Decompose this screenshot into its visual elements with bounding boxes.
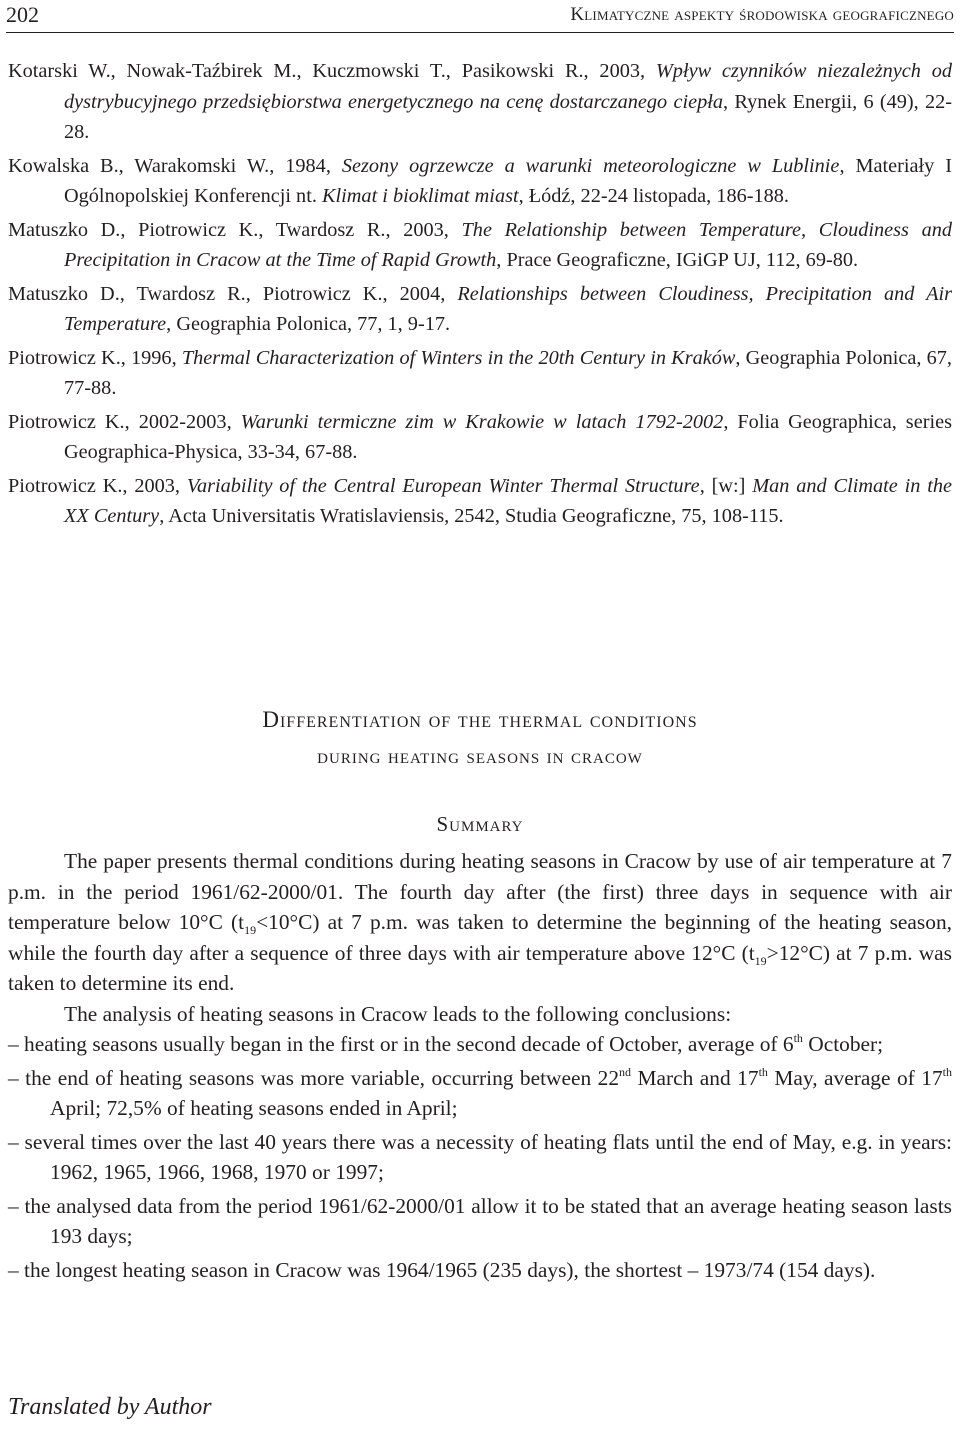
running-title: Klimatyczne aspekty środowiska geograficznego (570, 4, 954, 25)
conclusion-item: – several times over the last 40 years there was a necessity of heating flats until the end of May, e.g. in years: 1962, 1965, 1966, 1968, 1970 or 1997; (8, 1129, 952, 1184)
reference-item: Piotrowicz K., 1996, Thermal Characterization of Winters in the 20th Century in Kraków, Geographia Polonica, 67, 77-88. (8, 346, 952, 399)
article-title-line-1: Differentiation of the thermal conditions (262, 707, 698, 732)
summary-body (8, 846, 952, 1288)
summary-title-block (0, 702, 960, 837)
conclusion-item: – the end of heating seasons was more variable, occurring between 22nd March and 17th May, average of 17th April; 72,5% of heating seasons ended in April; (8, 1064, 952, 1120)
reference-item: Kowalska B., Warakomski W., 1984, Sezony ogrzewcze a warunki meteorologiczne w Lublinie, Materiały I Ogólnopolskiej Konferencji nt. Klimat i bioklimat miast, Łódź, 22-24 listopada, 186-188. (8, 154, 953, 207)
summary-paragraph: The analysis of heating seasons in Cracow leads to the following conclusions: (64, 1001, 732, 1026)
summary-paragraph: The paper presents thermal conditions during heating seasons in Cracow by use of air temperature at 7 p.m. in the period 1961/62-2000/01. The fourth day after (the first) three days in sequence with air temperature below 10°C $(t_{19}<10^\circ C)$ at 7 p.m. was taken to determine the beginning of the heating season, while the fourth day after a sequence of three days with air temperature above 12°C $(t_{19}>12^\circ C)$ at 7 p.m. was taken to determine its end. (8, 849, 952, 995)
summary-heading: Summary (436, 812, 524, 836)
conclusion-item: – the analysed data from the period 1961/62-2000/01 allow it to be stated that an average heating season lasts 193 days; (8, 1193, 952, 1248)
reference-item: Piotrowicz K., 2003, Variability of the Central European Winter Thermal Structure, [w:] Man and Climate in the XX Century, Acta Universitatis Wratislaviensis, 2542, Studia Geograficzne, 75, 108-115. (8, 474, 953, 527)
reference-item: Piotrowicz K., 2002-2003, Warunki termiczne zim w Krakowie w latach 1792-2002, Folia Geographica, series Geographica-Physica, 33-34, 67-88. (8, 410, 952, 463)
conclusion-item: – the longest heating season in Cracow was 1964/1965 (235 days), the shortest – 1973/74 (154 days). (8, 1257, 876, 1282)
page-header (6, 0, 954, 33)
reference-item: Kotarski W., Nowak-Taźbirek M., Kuczmowski T., Pasikowski R., 2003, Wpływ czynników niezależnych od dystrybucyjnego przedsiębiorstwa energetycznego na cenę dostarczanego ciepła, Rynek Energii, 6 (49), 22-28. (8, 60, 953, 143)
reference-item: Matuszko D., Piotrowicz K., Twardosz R., 2003, The Relationship between Temperature, Cloudiness and Precipitation in Cracow at the Time of Rapid Growth, Prace Geograficzne, IGiGP UJ, 112, 69-80. (8, 218, 953, 271)
article-title-line-2: during heating seasons in cracow (317, 743, 643, 768)
translation-credit: Translated by Author (8, 1394, 212, 1420)
page-number: 202 (6, 2, 39, 27)
reference-item: Matuszko D., Twardosz R., Piotrowicz K., 2004, Relationships between Cloudiness, Precipitation and Air Temperature, Geographia Polonica, 77, 1, 9-17. (8, 282, 952, 335)
reference-list (8, 56, 952, 535)
conclusion-item: – heating seasons usually began in the first or in the second decade of October, average of 6th October; (8, 1031, 884, 1056)
